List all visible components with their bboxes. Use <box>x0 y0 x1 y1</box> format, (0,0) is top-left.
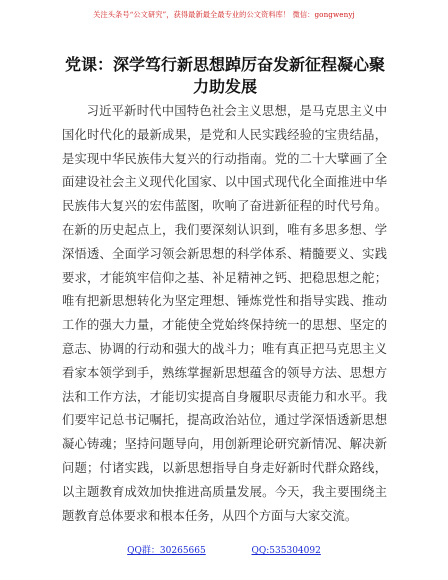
qq-group-link[interactable]: QQ群：30265665 <box>127 546 206 556</box>
qq-link[interactable]: QQ:535304092 <box>251 546 321 556</box>
footer-contacts <box>0 543 448 556</box>
page-title: 党课：深学笃行新思想踔厉奋发新征程凝心聚力助发展 <box>64 55 385 96</box>
body-paragraph: 习近平新时代中国特色社会主义思想，是马克思主义中国化时代化的最新成果，是党和人民实践经验的宝贵结晶，是实现中华民族伟大复兴的行动指南。党的二十大擘画了全面建设社会主义现代化国家、以中国式现代化全面推进中华民族伟大复兴的宏伟蓝图，吹响了奋进新征程的时代号角。在新的历史起点上，我们要深刻认识到，唯有多思多想、学深悟透、全面学习领会新思想的科学体系、精髓要义、实践要求，才能筑牢信仰之基、补足精神之钙、把稳思想之舵；唯有把新思想转化为坚定理想、锤炼党性和指导实践、推动工作的强大力量，才能使全党始终保持统一的思想、坚定的意志、协调的行动和强大的战斗力；唯有真正把马克思主义看家本领学到手，熟练掌握新思想蕴含的领导方法、思想方法和工作方法，才能切实提高自身履职尽责能力和水平。我们要牢记总书记嘱托，提高政治站位，通过学深悟透新思想凝心铸魂；坚持问题导向，用创新理论研究新情况、解决新问题；付诸实践，以新思想指导自身走好新时代群众路线，以主题教育成效加快推进高质量发展。今天，我主要围绕主题教育总体要求和根本任务，从四个方面与大家交流。 <box>62 104 387 523</box>
header-note: 关注头条号“公文研究”，获得最新最全最专业的公文资料库！ 微信：gongwenyj <box>93 10 355 19</box>
